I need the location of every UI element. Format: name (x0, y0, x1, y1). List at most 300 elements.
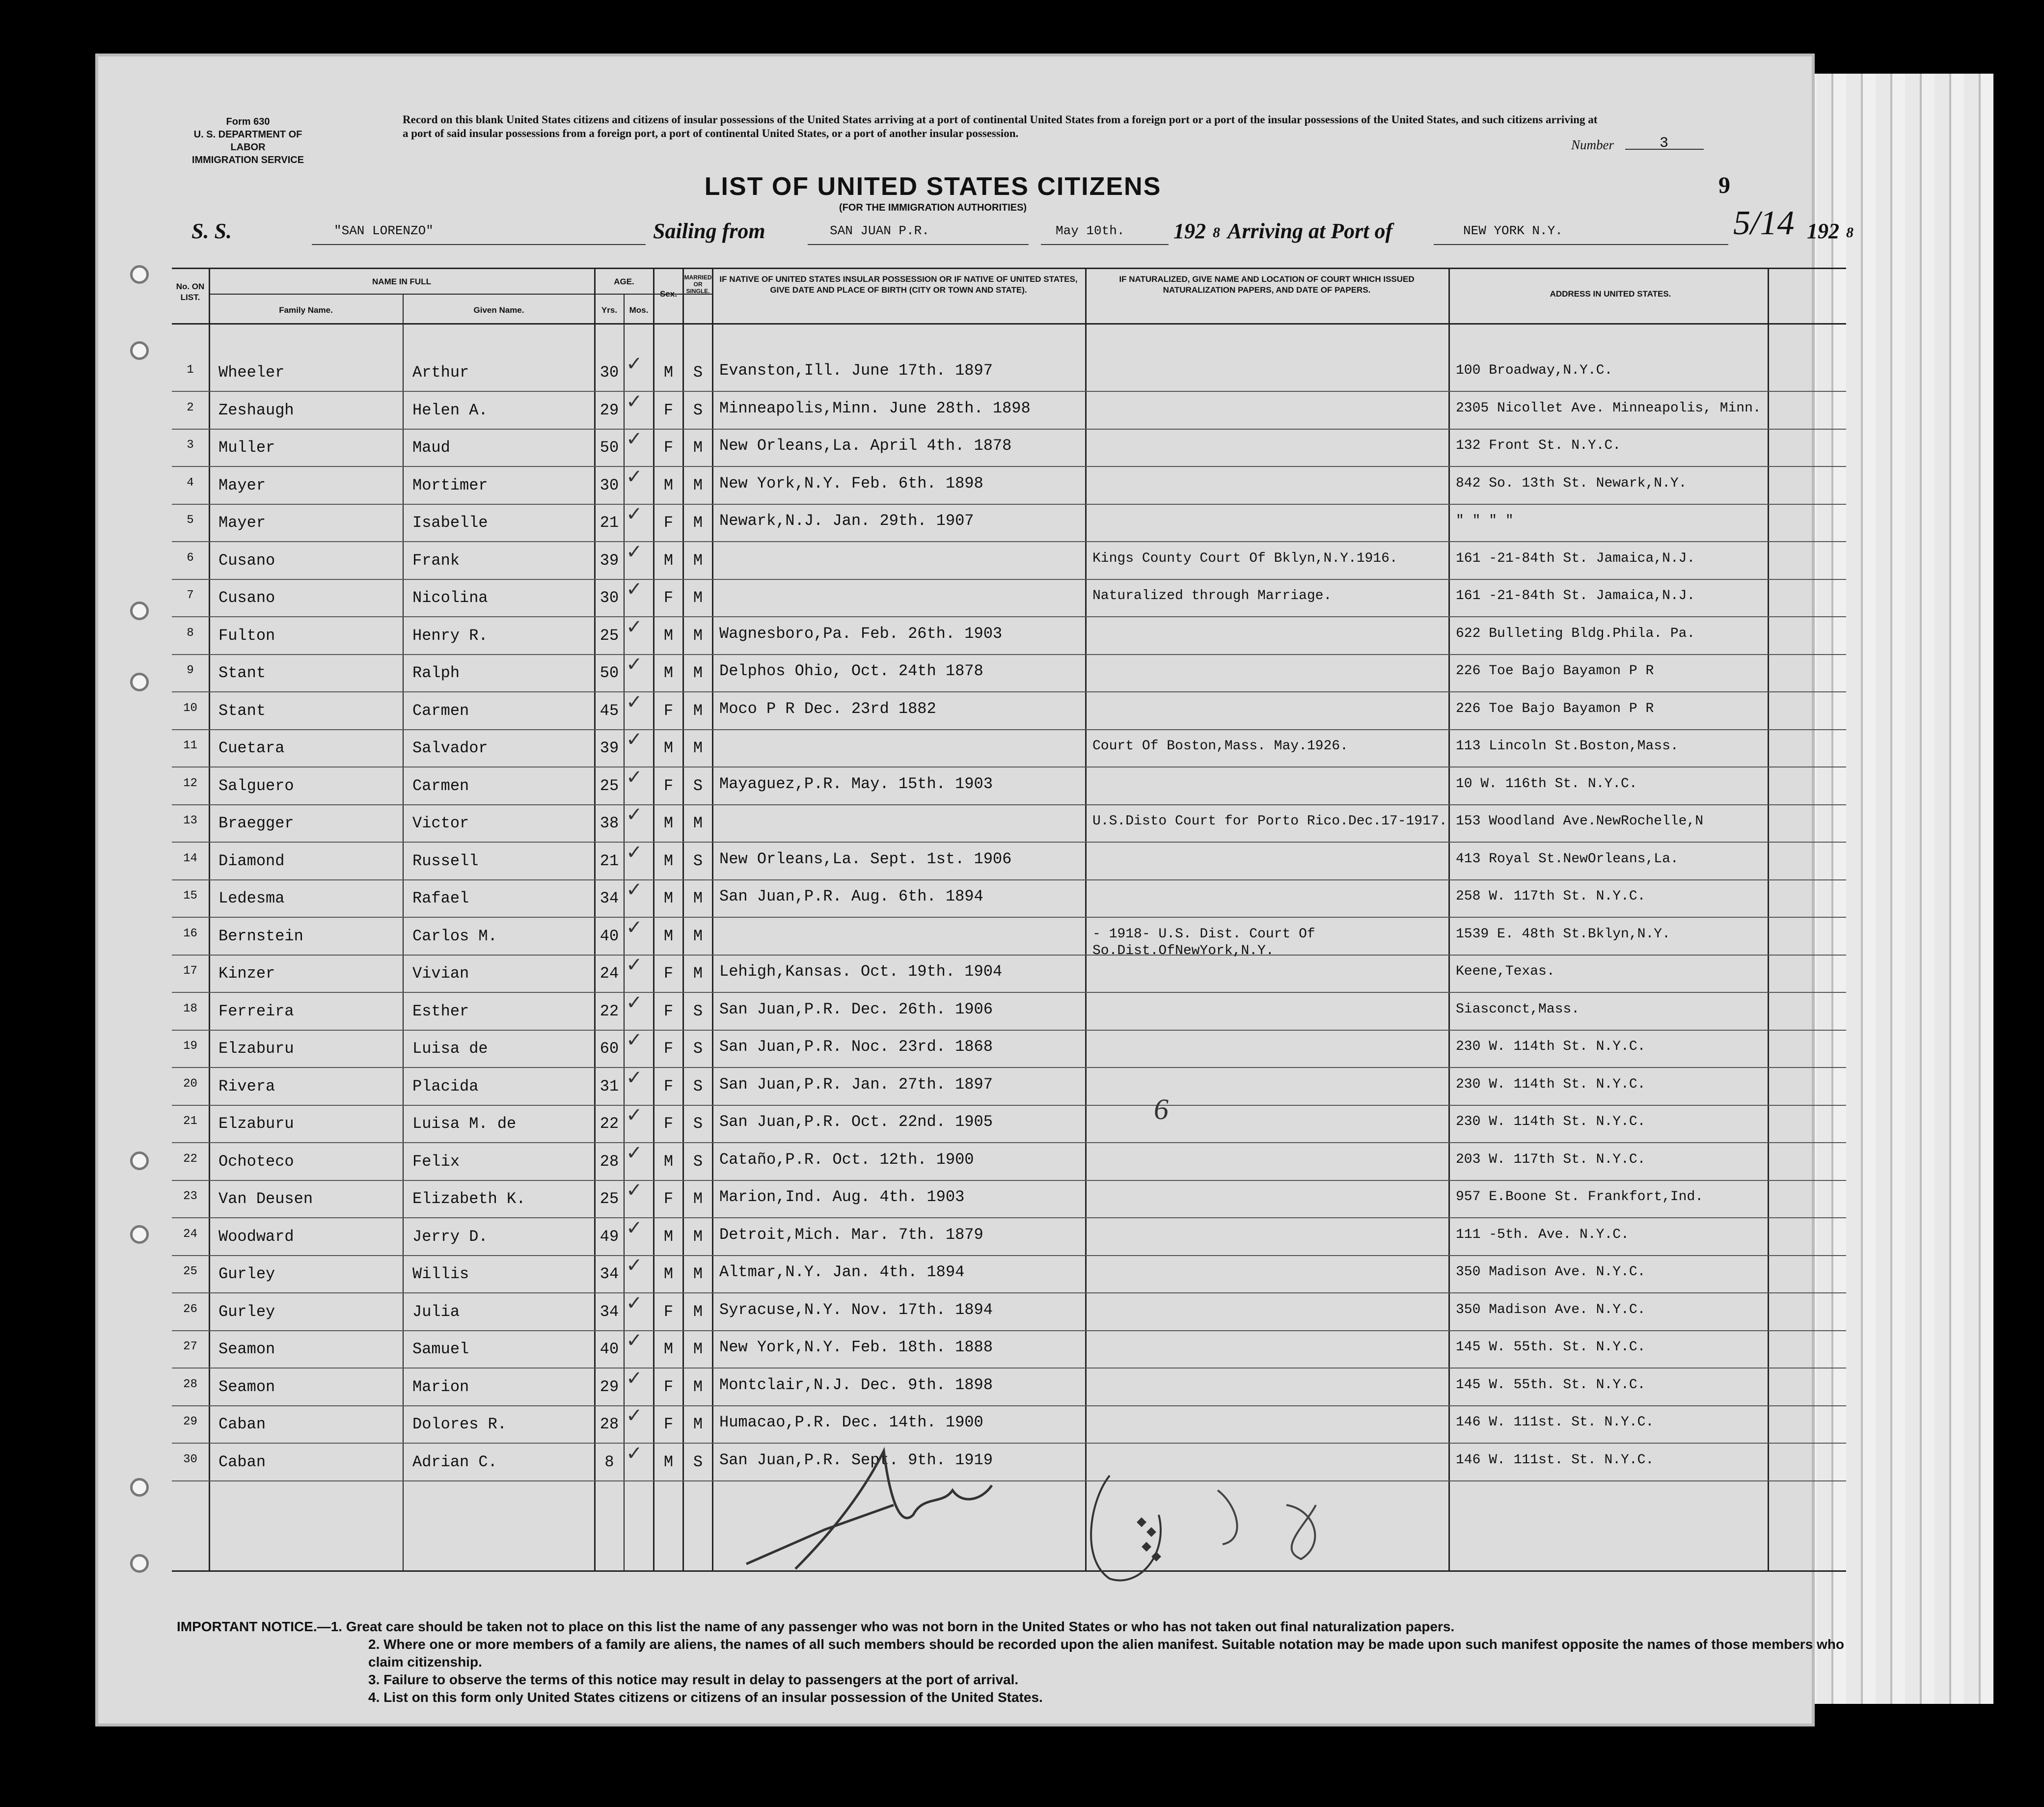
family-name: Seamon (218, 1377, 275, 1396)
birth-place-date: Detroit,Mich. Mar. 7th. 1879 (719, 1225, 983, 1244)
row-divider (172, 466, 1846, 467)
check-mark-icon: ✓ (626, 766, 643, 788)
sex: M (663, 551, 674, 570)
row-divider (172, 955, 1846, 956)
sex: M (663, 814, 674, 832)
married-or-single: M (693, 1265, 703, 1283)
birth-place-date: San Juan,P.R. Dec. 26th. 1906 (719, 1000, 993, 1018)
sex: F (663, 1415, 674, 1433)
married-or-single: M (693, 476, 703, 494)
naturalization-court: Kings County Court Of Bklyn,N.Y.1916. (1092, 550, 1398, 566)
birth-place-date: Montclair,N.J. Dec. 9th. 1898 (719, 1375, 993, 1394)
sheet-number: 9 (1718, 172, 1730, 198)
number-label: Number (1571, 137, 1614, 152)
check-mark-icon: ✓ (626, 390, 643, 412)
header-address: ADDRESS IN UNITED STATES. (1550, 289, 1671, 299)
row-divider (172, 654, 1846, 655)
us-address: 145 W. 55th. St. N.Y.C. (1456, 1340, 1646, 1355)
birth-place-date: Syracuse,N.Y. Nov. 17th. 1894 (719, 1300, 993, 1319)
check-mark-icon: ✓ (626, 729, 643, 750)
family-name: Muller (218, 438, 275, 457)
row-number: 4 (187, 476, 194, 490)
us-address: 161 -21-84th St. Jamaica,N.J. (1456, 550, 1695, 566)
birth-place-date: Altmar,N.Y. Jan. 4th. 1894 (719, 1263, 965, 1281)
family-name: Salguero (218, 776, 294, 795)
given-name: Nicolina (412, 589, 488, 607)
age-years: 29 (600, 401, 619, 419)
row-number: 10 (183, 701, 197, 715)
birth-place-date: Newark,N.J. Jan. 29th. 1907 (719, 512, 974, 530)
check-mark-icon: ✓ (626, 1217, 643, 1239)
us-address: 161 -21-84th St. Jamaica,N.J. (1456, 588, 1695, 603)
check-mark-icon: ✓ (626, 1442, 643, 1464)
family-name: Rivera (218, 1077, 275, 1095)
married-or-single: S (693, 851, 703, 870)
family-name: Mayer (218, 476, 266, 494)
row-divider (172, 1067, 1846, 1068)
row-divider (172, 992, 1846, 993)
family-name: Elzaburu (218, 1115, 294, 1133)
age-years: 34 (600, 1302, 619, 1321)
married-or-single: M (693, 1190, 703, 1208)
sex: F (663, 401, 674, 419)
header-given-name: Given Name. (473, 305, 524, 315)
married-or-single: M (693, 1415, 703, 1433)
given-name: Luisa M. de (412, 1115, 517, 1133)
page-title: LIST OF UNITED STATES CITIZENS (704, 172, 1162, 201)
check-mark-icon: ✓ (626, 578, 643, 600)
us-address: 2305 Nicollet Ave. Minneapolis, Minn. (1456, 400, 1761, 416)
row-number: 18 (183, 1002, 197, 1015)
binder-hole (130, 1151, 149, 1170)
family-name: Gurley (218, 1265, 275, 1283)
family-name: Caban (218, 1415, 266, 1433)
age-years: 39 (600, 739, 619, 757)
row-number: 12 (183, 776, 197, 790)
married-or-single: M (693, 889, 703, 907)
check-mark-icon: ✓ (626, 503, 643, 525)
row-number: 3 (187, 438, 194, 452)
married-or-single: S (693, 1077, 703, 1095)
sex: F (663, 1040, 674, 1058)
given-name: Isabelle (412, 514, 488, 532)
notice-item-3: 3. Failure to observe the terms of this notice may result in delay to passengers at the port of arrival. (368, 1672, 1019, 1687)
sex: M (663, 739, 674, 757)
check-mark-icon: ✓ (626, 879, 643, 901)
sex: F (663, 964, 674, 983)
us-address: Siasconct,Mass. (1456, 1001, 1580, 1017)
arrival-port: NEW YORK N.Y. (1463, 223, 1563, 238)
row-number: 29 (183, 1415, 197, 1428)
given-name: Maud (412, 438, 450, 457)
row-divider (172, 879, 1846, 880)
married-or-single: S (693, 776, 703, 795)
birth-place-date: San Juan,P.R. Jan. 27th. 1897 (719, 1075, 993, 1094)
check-mark-icon: ✓ (626, 991, 643, 1013)
birth-place-date: Humacao,P.R. Dec. 14th. 1900 (719, 1413, 983, 1431)
age-years: 25 (600, 626, 619, 645)
header-family-name: Family Name. (279, 305, 333, 315)
age-years: 30 (600, 589, 619, 607)
birth-place-date: Mayaguez,P.R. May. 15th. 1903 (719, 774, 993, 793)
row-number: 13 (183, 814, 197, 827)
row-divider (172, 504, 1846, 505)
notice-item-2: 2. Where one or more members of a family are aliens, the names of all such members should be recorded upon the alien manifest. Suitable notation may be made upon such manifest opposite the names of those members who claim citizenship. (368, 1637, 1845, 1670)
married-or-single: M (693, 551, 703, 570)
us-address: 226 Toe Bajo Bayamon P R (1456, 663, 1654, 679)
family-name: Ferreira (218, 1002, 294, 1020)
row-number: 22 (183, 1152, 197, 1166)
check-mark-icon: ✓ (626, 353, 643, 375)
us-address: 226 Toe Bajo Bayamon P R (1456, 701, 1654, 716)
given-name: Ralph (412, 664, 460, 682)
birth-place-date: San Juan,P.R. Oct. 22nd. 1905 (719, 1113, 993, 1131)
family-name: Cusano (218, 589, 275, 607)
age-years: 30 (600, 476, 619, 494)
family-name: Ochoteco (218, 1152, 294, 1171)
sex: F (663, 1190, 674, 1208)
sex: M (663, 476, 674, 494)
binder-hole (130, 673, 149, 691)
naturalization-court: Naturalized through Marriage. (1092, 588, 1332, 603)
age-years: 25 (600, 1190, 619, 1208)
sex: M (663, 889, 674, 907)
department-name: U. S. DEPARTMENT OF LABOR (193, 129, 302, 153)
row-divider (172, 579, 1846, 580)
list-number: 3 (1660, 135, 1669, 152)
us-address: 350 Madison Ave. N.Y.C. (1456, 1302, 1646, 1317)
married-or-single: M (693, 701, 703, 720)
us-address: 350 Madison Ave. N.Y.C. (1456, 1264, 1646, 1280)
check-mark-icon: ✓ (626, 428, 643, 450)
married-or-single: S (693, 1452, 703, 1471)
check-mark-icon: ✓ (626, 541, 643, 563)
married-or-single: S (693, 1040, 703, 1058)
family-name: Mayer (218, 514, 266, 532)
married-or-single: M (693, 814, 703, 832)
ss-label: S. S. (191, 219, 232, 243)
us-address: 258 W. 117th St. N.Y.C. (1456, 889, 1646, 904)
row-divider (172, 1330, 1846, 1331)
us-address: 146 W. 111st. St. N.Y.C. (1456, 1415, 1654, 1430)
given-name: Marion (412, 1377, 469, 1396)
given-name: Henry R. (412, 626, 488, 645)
family-name: Ledesma (218, 889, 285, 907)
given-name: Samuel (412, 1340, 469, 1358)
birth-place-date: San Juan,P.R. Noc. 23rd. 1868 (719, 1038, 993, 1056)
row-number: 16 (183, 927, 197, 940)
row-divider (172, 1368, 1846, 1369)
married-or-single: M (693, 1227, 703, 1246)
birth-place-date: Evanston,Ill. June 17th. 1897 (719, 361, 993, 380)
married-or-single: S (693, 1152, 703, 1171)
family-name: Kinzer (218, 964, 275, 983)
header-age: AGE. (614, 277, 634, 286)
given-name: Frank (412, 551, 460, 570)
birth-place-date: Wagnesboro,Pa. Feb. 26th. 1903 (719, 624, 1003, 643)
age-years: 40 (600, 927, 619, 945)
given-name: Carmen (412, 701, 469, 720)
row-divider (172, 729, 1846, 730)
sex: M (663, 1452, 674, 1471)
sex: M (663, 927, 674, 945)
married-or-single: M (693, 739, 703, 757)
check-mark-icon: ✓ (626, 1067, 643, 1089)
sex: F (663, 589, 674, 607)
given-name: Carmen (412, 776, 469, 795)
given-name: Helen A. (412, 401, 488, 419)
married-or-single: M (693, 964, 703, 983)
check-mark-icon: ✓ (626, 1330, 643, 1351)
us-address: 622 Bulleting Bldg.Phila. Pa. (1456, 626, 1695, 641)
check-mark-icon: ✓ (626, 1142, 643, 1164)
row-number: 19 (183, 1040, 197, 1053)
sex: M (663, 1265, 674, 1283)
birth-place-date: Moco P R Dec. 23rd 1882 (719, 699, 936, 718)
row-divider (172, 429, 1846, 430)
check-mark-icon: ✓ (626, 954, 643, 976)
us-address: 230 W. 114th St. N.Y.C. (1456, 1076, 1646, 1092)
given-name: Russell (412, 851, 479, 870)
family-name: Wheeler (218, 363, 285, 382)
sex: M (663, 1227, 674, 1246)
row-divider (172, 541, 1846, 542)
row-divider (172, 616, 1846, 617)
family-name: Bernstein (218, 927, 303, 945)
age-years: 60 (600, 1040, 619, 1058)
check-mark-icon: ✓ (626, 1029, 643, 1051)
age-years: 22 (600, 1002, 619, 1020)
header-years: Yrs. (601, 305, 618, 315)
header-married-single: MARRIED OR SINGLE. (684, 274, 712, 295)
birth-place-date: Lehigh,Kansas. Oct. 19th. 1904 (719, 962, 1003, 981)
us-address: 1539 E. 48th St.Bklyn,N.Y. (1456, 926, 1670, 942)
sailing-from-label: Sailing from (653, 219, 765, 243)
given-name: Julia (412, 1302, 460, 1321)
sex: M (663, 363, 674, 382)
check-mark-icon: ✓ (626, 1292, 643, 1314)
row-divider (172, 1292, 1846, 1293)
naturalization-court: Court Of Boston,Mass. May.1926. (1092, 739, 1348, 754)
check-mark-icon: ✓ (626, 616, 643, 638)
form-header (191, 115, 304, 166)
family-name: Gurley (218, 1302, 275, 1321)
given-name: Salvador (412, 739, 488, 757)
sex: F (663, 776, 674, 795)
ship-name: "SAN LORENZO" (334, 223, 434, 238)
row-divider (172, 917, 1846, 918)
family-name: Stant (218, 664, 266, 682)
row-divider (172, 804, 1846, 805)
age-years: 50 (600, 438, 619, 457)
birth-place-date: New York,N.Y. Feb. 18th. 1888 (719, 1338, 993, 1356)
row-number: 15 (183, 889, 197, 903)
age-years: 22 (600, 1115, 619, 1133)
form-number: Form 630 (226, 116, 270, 127)
row-number: 21 (183, 1115, 197, 1128)
given-name: Felix (412, 1152, 460, 1171)
age-years: 45 (600, 701, 619, 720)
row-number: 17 (183, 964, 197, 978)
arriving-label: Arriving at Port of (1227, 219, 1393, 243)
married-or-single: M (693, 626, 703, 645)
sailing-date: May 10th. (1056, 223, 1125, 238)
age-years: 38 (600, 814, 619, 832)
us-address: " " " " (1456, 513, 1514, 528)
binder-hole (130, 1478, 149, 1497)
row-divider (172, 842, 1846, 843)
notice-item-4: 4. List on this form only United States citizens or citizens of an insular possession of the United States. (368, 1690, 1043, 1705)
us-address: 146 W. 111st. St. N.Y.C. (1456, 1452, 1654, 1468)
age-years: 50 (600, 664, 619, 682)
birth-place-date: Minneapolis,Minn. June 28th. 1898 (719, 399, 1031, 417)
sex: F (663, 1002, 674, 1020)
married-or-single: M (693, 664, 703, 682)
birth-place-date: San Juan,P.R. Sept. 9th. 1919 (719, 1451, 993, 1469)
check-mark-icon: ✓ (626, 804, 643, 825)
age-years: 31 (600, 1077, 619, 1095)
manifest-page (98, 56, 1853, 1724)
row-divider (172, 1217, 1846, 1218)
given-name: Vivian (412, 964, 469, 983)
row-divider (172, 1180, 1846, 1181)
birth-place-date: New Orleans,La. Sept. 1st. 1906 (719, 849, 1012, 868)
age-years: 28 (600, 1152, 619, 1171)
sex: M (663, 1340, 674, 1358)
notice-item-1: —1. Great care should be taken not to place on this list the name of any passenger who was not born in the United States or who has not taken out final naturalization papers. (317, 1619, 1455, 1634)
sex: F (663, 1077, 674, 1095)
family-name: Van Deusen (218, 1190, 313, 1208)
row-number: 1 (187, 363, 194, 377)
age-years: 25 (600, 776, 619, 795)
us-address: 957 E.Boone St. Frankfort,Ind. (1456, 1189, 1704, 1205)
family-name: Elzaburu (218, 1040, 294, 1058)
age-years: 21 (600, 851, 619, 870)
row-number: 9 (187, 664, 194, 677)
given-name: Rafael (412, 889, 469, 907)
header-naturalized: IF NATURALIZED, GIVE NAME AND LOCATION OF COURT WHICH ISSUED NATURALIZATION PAPERS, AND DATE OF PAPERS. (1119, 274, 1415, 295)
row-number: 5 (187, 514, 194, 527)
header-birth: IF NATIVE OF UNITED STATES INSULAR POSSESSION OR IF NATIVE OF UNITED STATES, GIVE DATE AND PLACE OF BIRTH (CITY OR TOWN AND STATE). (719, 274, 1078, 295)
row-number: 20 (183, 1077, 197, 1091)
us-address: 413 Royal St.NewOrleans,La. (1456, 851, 1679, 867)
row-number: 14 (183, 851, 197, 865)
birth-place-date: San Juan,P.R. Aug. 6th. 1894 (719, 887, 983, 905)
given-name: Arthur (412, 363, 469, 382)
sex: F (663, 1115, 674, 1133)
arrival-date-handwritten: 5/14 (1733, 204, 1795, 242)
age-years: 8 (604, 1452, 614, 1471)
given-name: Willis (412, 1265, 469, 1283)
us-address: 113 Lincoln St.Boston,Mass. (1456, 739, 1679, 754)
row-number: 11 (183, 739, 197, 752)
family-name: Woodward (218, 1227, 294, 1246)
check-mark-icon: ✓ (626, 1179, 643, 1201)
married-or-single: M (693, 438, 703, 457)
married-or-single: S (693, 401, 703, 419)
header-months: Mos. (629, 305, 649, 315)
row-divider (172, 1255, 1846, 1256)
check-mark-icon: ✓ (626, 654, 643, 675)
given-name: Placida (412, 1077, 479, 1095)
given-name: Carlos M. (412, 927, 497, 945)
header-no: No. ON LIST. (176, 282, 205, 302)
form-instructions: Record on this blank United States citizens and citizens of insular possessions of the United States arriving at a port of continental United States from a foreign port or a port of the insular possessions of the United States, and such citizens arriving at a port of said insular possessions from a foreign port, a port of continental United States, or a port of another insular possession. (403, 113, 1598, 139)
married-or-single: S (693, 363, 703, 382)
row-number: 26 (183, 1302, 197, 1316)
sailing-port: SAN JUAN P.R. (830, 223, 929, 238)
notice-label: IMPORTANT NOTICE. (177, 1619, 317, 1634)
row-number: 2 (187, 401, 194, 414)
age-years: 24 (600, 964, 619, 983)
us-address: 842 So. 13th St. Newark,N.Y. (1456, 475, 1687, 491)
row-number: 30 (183, 1452, 197, 1466)
binder-hole (130, 1554, 149, 1573)
age-years: 49 (600, 1227, 619, 1246)
married-or-single: M (693, 589, 703, 607)
arrival-year-prefix: 192 (1807, 219, 1839, 243)
us-address: 100 Broadway,N.Y.C. (1456, 363, 1613, 378)
check-mark-icon: ✓ (626, 1255, 643, 1276)
family-name: Zeshaugh (218, 401, 294, 419)
age-years: 29 (600, 1377, 619, 1396)
birth-place-date: New Orleans,La. April 4th. 1878 (719, 437, 1012, 455)
check-mark-icon: ✓ (626, 691, 643, 713)
binder-hole (130, 341, 149, 360)
check-mark-icon: ✓ (626, 465, 643, 488)
header-name-in-full: NAME IN FULL (372, 277, 431, 286)
row-divider (172, 1142, 1846, 1143)
family-name: Caban (218, 1452, 266, 1471)
us-address: 111 -5th. Ave. N.Y.C. (1456, 1227, 1629, 1242)
check-mark-icon: ✓ (626, 916, 643, 938)
sex: F (663, 1302, 674, 1321)
page-subtitle: (FOR THE IMMIGRATION AUTHORITIES) (839, 202, 1027, 213)
sail-year: 8 (1213, 224, 1220, 241)
row-divider (172, 1405, 1846, 1406)
age-years: 21 (600, 514, 619, 532)
row-number: 24 (183, 1227, 197, 1241)
us-address: 230 W. 114th St. N.Y.C. (1456, 1114, 1646, 1129)
us-address: 153 Woodland Ave.NewRochelle,N (1456, 814, 1704, 829)
row-number: 6 (187, 551, 194, 565)
birth-place-date: Marion,Ind. Aug. 4th. 1903 (719, 1188, 965, 1206)
binder-hole (130, 1225, 149, 1244)
family-name: Braegger (218, 814, 294, 832)
birth-place-date: New York,N.Y. Feb. 6th. 1898 (719, 474, 983, 493)
binder-hole (130, 265, 149, 284)
married-or-single: M (693, 927, 703, 945)
sex: F (663, 701, 674, 720)
important-notice (177, 1618, 1846, 1706)
row-number: 8 (187, 626, 194, 640)
married-or-single: S (693, 1115, 703, 1133)
row-number: 7 (187, 589, 194, 602)
arrival-year: 8 (1846, 224, 1853, 241)
age-years: 30 (600, 363, 619, 382)
age-years: 34 (600, 1265, 619, 1283)
age-years: 40 (600, 1340, 619, 1358)
row-number: 27 (183, 1340, 197, 1353)
check-mark-icon: ✓ (626, 1104, 643, 1126)
row-divider (172, 1105, 1846, 1106)
handwritten-mark: 6 (1154, 1093, 1169, 1125)
age-years: 28 (600, 1415, 619, 1433)
family-name: Cuetara (218, 739, 285, 757)
family-name: Fulton (218, 626, 275, 645)
check-mark-icon: ✓ (626, 841, 643, 863)
given-name: Mortimer (412, 476, 488, 494)
